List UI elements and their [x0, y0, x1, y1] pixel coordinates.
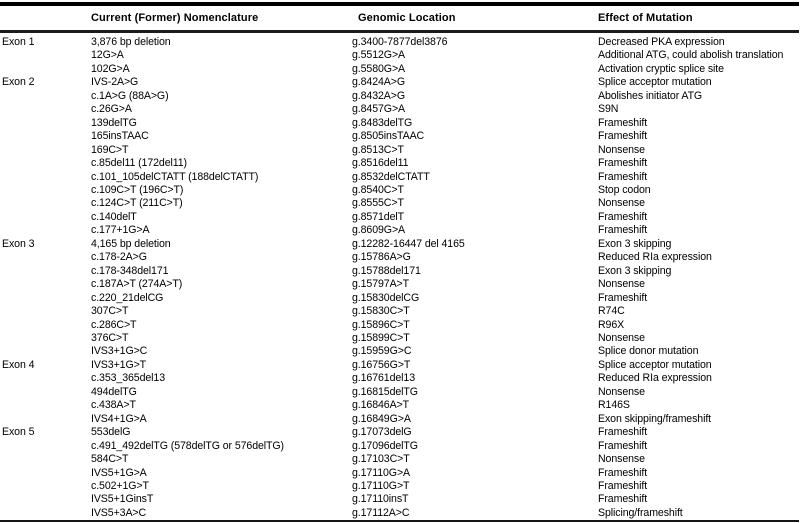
genomic-location-cell: g.8483delTG [352, 116, 413, 129]
table-row [0, 171, 799, 184]
table-row [0, 305, 799, 318]
genomic-location-cell: g.15896C>T [352, 318, 410, 331]
genomic-location-cell: g.15830delCG [352, 291, 420, 304]
effect-cell: Exon 3 skipping [598, 264, 672, 277]
effect-cell: Frameshift [598, 157, 648, 170]
table-row [0, 211, 799, 224]
nomenclature-cell: c.491_492delTG (578delTG or 576delTG) [91, 439, 284, 452]
genomic-location-cell: g.8457G>A [352, 103, 405, 116]
nomenclature-cell: IVS5+1G>A [91, 466, 147, 479]
table-body [0, 32, 799, 522]
exon-label-cell [0, 467, 91, 480]
nomenclature-cell: 3,876 bp deletion [91, 36, 171, 48]
nomenclature-cell: c.177+1G>A [91, 224, 150, 237]
header-genomic-location: Genomic Location [352, 4, 595, 32]
nomenclature-cell: c.140delT [91, 210, 137, 223]
nomenclature-cell: IVS5+1GinsT [91, 493, 154, 506]
genomic-location-cell: g.8516del11 [352, 157, 409, 170]
table-row [0, 345, 799, 358]
exon-label-cell [0, 493, 91, 506]
table-row [0, 292, 799, 305]
nomenclature-cell: IVS-2A>G [91, 76, 139, 89]
effect-cell: Decreased PKA expression [598, 36, 725, 48]
exon-label-cell: Exon 5 [2, 426, 35, 439]
exon-label-cell [0, 305, 91, 318]
table-row [0, 251, 799, 264]
effect-cell: Frameshift [598, 439, 648, 452]
exon-label-cell [0, 63, 91, 76]
exon-label-cell [0, 292, 91, 305]
nomenclature-cell: IVS3+1G>C [91, 345, 148, 358]
nomenclature-cell: 102G>A [91, 62, 130, 75]
effect-cell: Frameshift [598, 479, 648, 492]
table-row [0, 224, 799, 237]
genomic-location-cell: g.17110insT [352, 493, 409, 506]
table-row [0, 467, 799, 480]
genomic-location-cell: g.8609G>A [352, 224, 405, 237]
effect-cell: Splicing/frameshift [598, 506, 683, 519]
effect-cell: Frameshift [598, 130, 648, 143]
nomenclature-cell: c.187A>T (274A>T) [91, 278, 183, 291]
genomic-location-cell: g.16815delTG [352, 385, 418, 398]
nomenclature-cell: IVS3+1G>T [91, 358, 147, 371]
effect-cell: Frameshift [598, 466, 648, 479]
genomic-location-cell: g.3400-7877del3876 [352, 36, 448, 48]
nomenclature-cell: IVS5+3A>C [91, 506, 147, 519]
nomenclature-cell: 307C>T [91, 305, 129, 318]
exon-label-cell [0, 440, 91, 453]
effect-cell: Frameshift [598, 210, 648, 223]
nomenclature-cell: 165insTAAC [91, 130, 149, 143]
table-row [0, 480, 799, 493]
genomic-location-cell: g.15786A>G [352, 251, 411, 264]
table-row [0, 319, 799, 332]
genomic-location-cell: g.8571delT [352, 210, 405, 223]
exon-label-cell [0, 399, 91, 412]
exon-label-cell [0, 413, 91, 426]
exon-label-cell [0, 117, 91, 130]
exon-label-cell [0, 157, 91, 170]
effect-cell: Frameshift [598, 224, 648, 237]
effect-cell: Exon skipping/frameshift [598, 412, 712, 425]
effect-cell: Reduced RIa expression [598, 251, 712, 264]
exon-label-cell [0, 130, 91, 143]
effect-cell: Nonsense [598, 331, 645, 344]
nomenclature-cell: c.101_105delCTATT (188delCTATT) [91, 170, 259, 183]
effect-cell: Frameshift [598, 291, 648, 304]
effect-cell: Nonsense [598, 278, 645, 291]
nomenclature-cell: c.109C>T (196C>T) [91, 183, 184, 196]
exon-label-cell [0, 211, 91, 224]
mutation-table [0, 2, 799, 522]
effect-cell: Abolishes initiator ATG [598, 89, 703, 102]
effect-cell: R146S [598, 399, 630, 412]
nomenclature-cell: 553delG [91, 426, 131, 439]
exon-label-cell [0, 507, 91, 521]
table-row [0, 76, 799, 89]
effect-cell: R96X [598, 318, 625, 331]
nomenclature-cell: 494delTG [91, 385, 137, 398]
exon-label-cell [0, 480, 91, 493]
table-row [0, 332, 799, 345]
nomenclature-cell: c.178-348del171 [91, 264, 169, 277]
nomenclature-cell: c.178-2A>G [91, 251, 147, 264]
genomic-location-cell: g.5580G>A [352, 62, 405, 75]
table-row [0, 157, 799, 170]
genomic-location-cell: g.16849G>A [352, 412, 411, 425]
genomic-location-cell: g.16761del13 [352, 372, 416, 385]
table-row [0, 144, 799, 157]
exon-label-cell [0, 345, 91, 358]
effect-cell: Frameshift [598, 116, 648, 129]
table-row [0, 63, 799, 76]
nomenclature-cell: c.124C>T (211C>T) [91, 197, 183, 210]
table-row [0, 117, 799, 130]
table-row [0, 426, 799, 439]
exon-label-cell: Exon 1 [2, 36, 35, 48]
effect-cell: S9N [598, 103, 619, 116]
genomic-location-cell: g.17110G>A [352, 466, 410, 479]
exon-label-cell [0, 386, 91, 399]
exon-label-cell: Exon 3 [2, 237, 35, 250]
nomenclature-cell: 169C>T [91, 143, 129, 156]
exon-label-cell [0, 224, 91, 237]
effect-cell: Reduced RIa expression [598, 372, 712, 385]
effect-cell: Stop codon [598, 183, 651, 196]
genomic-location-cell: g.17073delG [352, 426, 412, 439]
header-row [0, 4, 799, 32]
effect-cell: Exon 3 skipping [598, 237, 672, 250]
table-header [0, 4, 799, 32]
exon-label-cell [0, 265, 91, 278]
effect-cell: Frameshift [598, 493, 648, 506]
header-exon [0, 4, 91, 32]
exon-label-cell [0, 103, 91, 116]
table-row [0, 413, 799, 426]
table-row [0, 49, 799, 62]
effect-cell: Frameshift [598, 426, 648, 439]
effect-cell: R74C [598, 305, 625, 318]
table-row [0, 386, 799, 399]
effect-cell: Frameshift [598, 170, 648, 183]
table-row [0, 440, 799, 453]
effect-cell: Nonsense [598, 453, 645, 466]
genomic-location-cell: g.8424A>G [352, 76, 405, 89]
exon-label-cell: Exon 4 [2, 358, 35, 371]
exon-label-cell [0, 251, 91, 264]
nomenclature-cell: c.502+1G>T [91, 479, 149, 492]
genomic-location-cell: g.8555C>T [352, 197, 404, 210]
nomenclature-cell: 376C>T [91, 331, 129, 344]
effect-cell: Additional ATG, could abolish translation [598, 49, 784, 62]
genomic-location-cell: g.8540C>T [352, 183, 404, 196]
genomic-location-cell: g.15788del171 [352, 264, 421, 277]
genomic-location-cell: g.15959G>C [352, 345, 412, 358]
table-row [0, 103, 799, 116]
table-row [0, 184, 799, 197]
nomenclature-cell: 584C>T [91, 453, 129, 466]
effect-cell: Nonsense [598, 197, 645, 210]
nomenclature-cell: c.438A>T [91, 399, 136, 412]
genomic-location-cell: g.15899C>T [352, 331, 410, 344]
effect-cell: Splice donor mutation [598, 345, 699, 358]
effect-cell: Splice acceptor mutation [598, 76, 712, 89]
genomic-location-cell: g.8513C>T [352, 143, 404, 156]
genomic-location-cell: g.17112A>C [352, 506, 410, 519]
nomenclature-cell: 12G>A [91, 49, 124, 62]
exon-label-cell [0, 332, 91, 345]
effect-cell: Nonsense [598, 143, 645, 156]
table-row [0, 399, 799, 412]
genomic-location-cell: g.17103C>T [352, 453, 410, 466]
exon-label-cell [0, 144, 91, 157]
exon-label-cell [0, 49, 91, 62]
nomenclature-cell: c.26G>A [91, 103, 132, 116]
genomic-location-cell: g.17096delTG [352, 439, 418, 452]
exon-label-cell [0, 278, 91, 291]
table-row [0, 507, 799, 521]
table-row [0, 372, 799, 385]
table-row [0, 359, 799, 372]
header-nomenclature: Current (Former) Nomenclature [91, 4, 352, 32]
table-row [0, 197, 799, 210]
genomic-location-cell: g.5512G>A [352, 49, 405, 62]
genomic-location-cell: g.8432A>G [352, 89, 405, 102]
genomic-location-cell: g.15797A>T [352, 278, 410, 291]
table-row [0, 278, 799, 291]
exon-label-cell [0, 319, 91, 332]
nomenclature-cell: c.286C>T [91, 318, 137, 331]
exon-label-cell: Exon 2 [2, 76, 35, 89]
genomic-location-cell: g.8505insTAAC [352, 130, 425, 143]
table-row [0, 238, 799, 251]
table-row [0, 493, 799, 506]
table-row [0, 265, 799, 278]
nomenclature-cell: 4,165 bp deletion [91, 237, 171, 250]
exon-label-cell [0, 197, 91, 210]
exon-label-cell [0, 90, 91, 103]
genomic-location-cell: g.15830C>T [352, 305, 410, 318]
genomic-location-cell: g.8532delCTATT [352, 170, 430, 183]
effect-cell: Nonsense [598, 385, 645, 398]
table-row [0, 453, 799, 466]
nomenclature-cell: c.85del11 (172del11) [91, 157, 187, 170]
genomic-location-cell: g.12282-16447 del 4165 [352, 237, 465, 250]
exon-label-cell [0, 453, 91, 466]
nomenclature-cell: IVS4+1G>A [91, 412, 147, 425]
nomenclature-cell: c.1A>G (88A>G) [91, 89, 169, 102]
table-row [0, 130, 799, 143]
table-row [0, 90, 799, 103]
effect-cell: Splice acceptor mutation [598, 358, 712, 371]
nomenclature-cell: c.353_365del13 [91, 372, 166, 385]
nomenclature-cell: c.220_21delCG [91, 291, 164, 304]
nomenclature-cell: 139delTG [91, 116, 137, 129]
header-effect-of-mutation: Effect of Mutation [595, 4, 799, 32]
exon-label-cell [0, 184, 91, 197]
genomic-location-cell: g.16756G>T [352, 358, 411, 371]
exon-label-cell [0, 171, 91, 184]
exon-label-cell [0, 372, 91, 385]
effect-cell: Activation cryptic splice site [598, 62, 724, 75]
table-row [0, 32, 799, 50]
genomic-location-cell: g.17110G>T [352, 479, 410, 492]
genomic-location-cell: g.16846A>T [352, 399, 410, 412]
